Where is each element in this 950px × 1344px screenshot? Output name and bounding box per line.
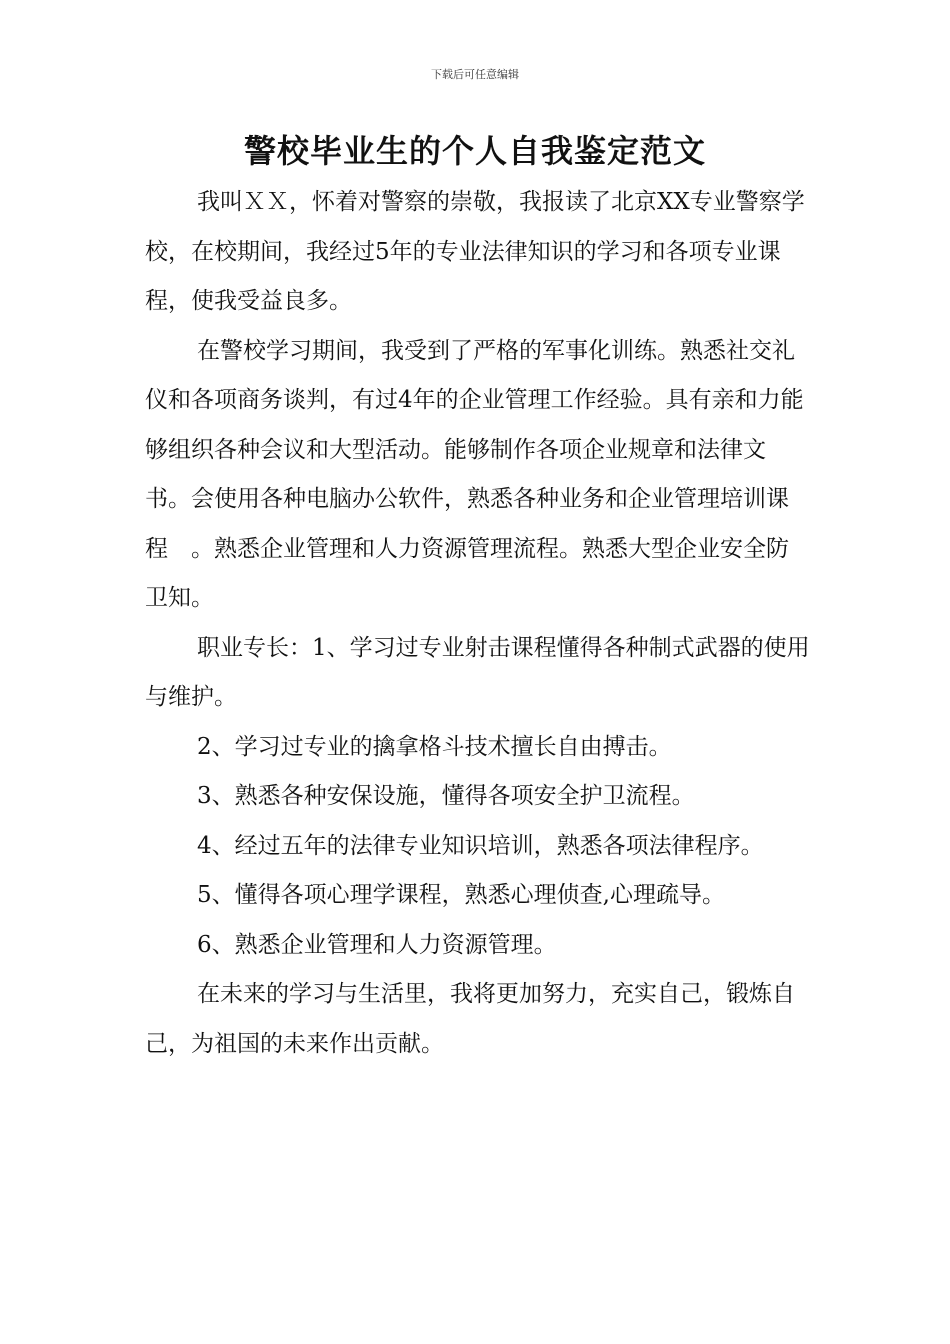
paragraph-specialty: 职业专长：1、学习过专业射击课程懂得各种制式武器的使用与维护。 [145, 634, 810, 710]
list-item-2: 2、学习过专业的擒拿格斗技术擅长自由搏击。 [197, 733, 672, 760]
list-item-3: 3、熟悉各种安保设施，懂得各项安全护卫流程。 [197, 783, 695, 809]
paragraph-intro: 我叫ＸＸ，怀着对警察的崇敬，我报读了北京XX专业警察学校，在校期间，我经过5年的专业法律知识的学习和各项专业课程，使我受益良多。 [145, 189, 805, 314]
document-body [145, 178, 811, 1069]
header-note: 下载后可任意编辑 [431, 68, 519, 81]
list-item-5: 5、懂得各项心理学课程，熟悉心理侦查,心理疏导。 [197, 882, 725, 908]
list-item-6: 6、熟悉企业管理和人力资源管理。 [197, 931, 557, 958]
document-title: 警校毕业生的个人自我鉴定范文 [243, 132, 706, 170]
paragraph-training: 在警校学习期间，我受到了严格的军事化训练。熟悉社交礼仪和各项商务谈判，有过4年的企业管理工作经验。具有亲和力能够组织各种会议和大型活动。能够制作各项企业规章和法律文书。会使用各种电脑办公软件，熟悉各种业务和企业管理培训课程 。熟悉企业管理和人力资源管理流程。熟悉大型企业安全防卫知。 [145, 337, 804, 611]
list-item-4: 4、经过五年的法律专业知识培训，熟悉各项法律程序。 [197, 832, 764, 859]
paragraph-closing: 在未来的学习与生活里，我将更加努力，充实自己，锻炼自己，为祖国的未来作出贡献。 [145, 981, 795, 1057]
